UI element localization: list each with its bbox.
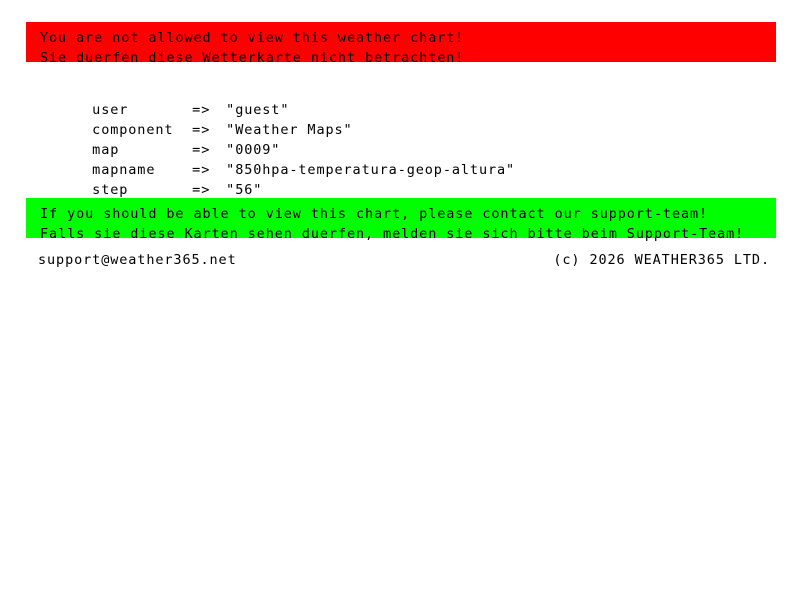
error-banner bbox=[26, 22, 776, 66]
copyright-notice: (c) 2026 WEATHER365 LTD. bbox=[553, 252, 770, 268]
detail-key-map: map bbox=[92, 142, 120, 158]
error-banner-line-de: Sie duerfen diese Wetterkarte nicht betrachten! bbox=[40, 50, 465, 66]
support-banner-line-de: Falls sie diese Karten sehen duerfen, melden sie sich bitte beim Support-Team! bbox=[40, 226, 745, 242]
detail-value-user: "guest" bbox=[226, 102, 290, 118]
detail-value-mapname: "850hpa-temperatura-geop-altura" bbox=[226, 162, 516, 178]
detail-key-user: user bbox=[92, 102, 129, 118]
support-banner-line-en: If you should be able to view this chart, please contact our support-team! bbox=[40, 206, 709, 222]
detail-arrow-user: => bbox=[192, 102, 211, 118]
detail-arrow-mapname: => bbox=[192, 162, 211, 178]
request-details bbox=[38, 80, 738, 198]
detail-value-step: "56" bbox=[226, 182, 263, 198]
detail-key-component: component bbox=[92, 122, 174, 138]
error-banner-line-en: You are not allowed to view this weather chart! bbox=[40, 30, 465, 46]
detail-arrow-step: => bbox=[192, 182, 211, 198]
footer bbox=[38, 250, 770, 270]
detail-key-step: step bbox=[92, 182, 129, 198]
support-email[interactable]: support@weather365.net bbox=[38, 252, 237, 268]
detail-key-mapname: mapname bbox=[92, 162, 156, 178]
detail-value-map: "0009" bbox=[226, 142, 281, 158]
support-banner bbox=[26, 198, 776, 242]
detail-arrow-component: => bbox=[192, 122, 211, 138]
detail-arrow-map: => bbox=[192, 142, 211, 158]
detail-value-component: "Weather Maps" bbox=[226, 122, 353, 138]
detail-row-user bbox=[38, 80, 738, 118]
